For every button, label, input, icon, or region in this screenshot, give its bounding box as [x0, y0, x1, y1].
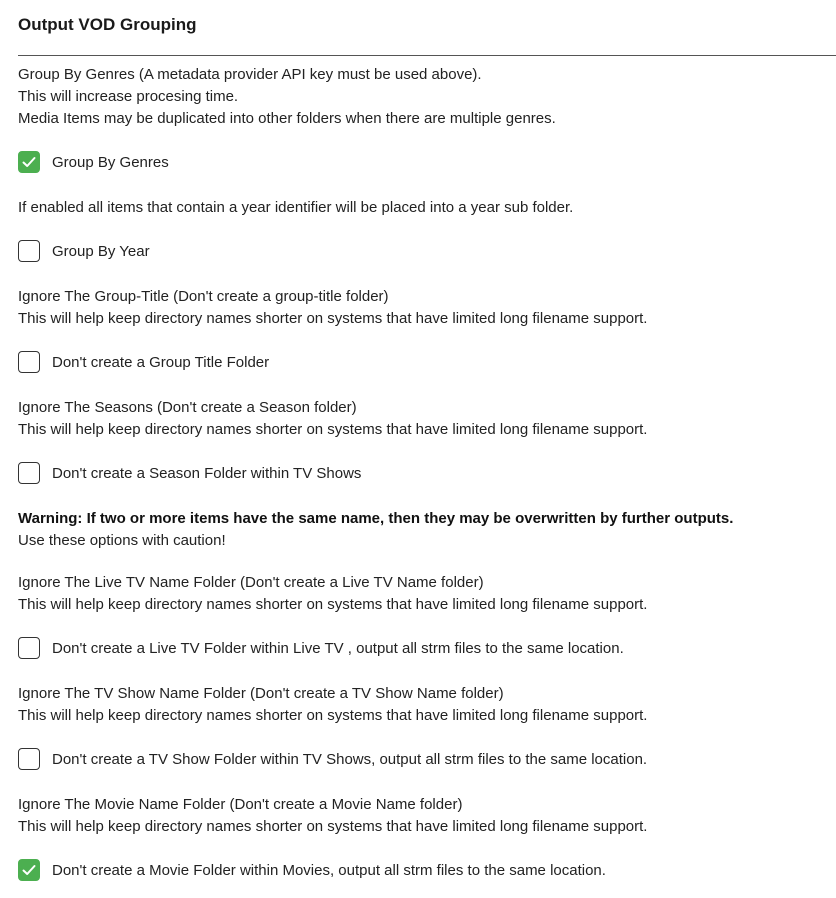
group-by-genres-label: Group By Genres: [52, 153, 169, 171]
movie-folder-checkbox[interactable]: [18, 859, 40, 881]
live-tv-desc-line-1: Ignore The Live TV Name Folder (Don't create a Live TV Name folder): [18, 574, 484, 591]
genres-desc-line-3: Media Items may be duplicated into other folders when there are multiple genres.: [18, 110, 556, 127]
group-title-folder-option[interactable]: [18, 349, 269, 375]
live-tv-folder-checkbox[interactable]: [18, 637, 40, 659]
movie-desc-line-2: This will help keep directory names shorter on systems that have limited long filename support.: [18, 818, 648, 835]
seasons-desc-line-1: Ignore The Seasons (Don't create a Season folder): [18, 399, 357, 416]
check-icon: [21, 154, 37, 170]
warning-caution-text: Use these options with caution!: [18, 532, 226, 549]
genres-desc-line-2: This will increase procesing time.: [18, 88, 239, 105]
genres-desc-line-1: Group By Genres (A metadata provider API key must be used above).: [18, 66, 482, 83]
group-by-year-label: Group By Year: [52, 242, 150, 260]
group-by-year-option[interactable]: [18, 238, 150, 264]
group-title-desc-line-1: Ignore The Group-Title (Don't create a group-title folder): [18, 288, 389, 305]
group-by-genres-option[interactable]: [18, 149, 169, 175]
check-icon: [21, 862, 37, 878]
year-description: [18, 197, 573, 219]
group-title-desc-line-2: This will help keep directory names shorter on systems that have limited long filename support.: [18, 310, 648, 327]
season-folder-label: Don't create a Season Folder within TV Shows: [52, 464, 362, 482]
year-desc-line-1: If enabled all items that contain a year identifier will be placed into a year sub folder.: [18, 199, 574, 216]
group-by-year-checkbox[interactable]: [18, 240, 40, 262]
live-tv-desc-line-2: This will help keep directory names shorter on systems that have limited long filename support.: [18, 596, 648, 613]
tv-show-desc-line-2: This will help keep directory names shorter on systems that have limited long filename support.: [18, 707, 648, 724]
section-title: Output VOD Grouping: [18, 15, 197, 34]
group-title-folder-checkbox[interactable]: [18, 351, 40, 373]
seasons-description: [18, 397, 647, 441]
season-folder-option[interactable]: [18, 460, 361, 486]
seasons-desc-line-2: This will help keep directory names shorter on systems that have limited long filename support.: [18, 421, 648, 438]
season-folder-checkbox[interactable]: [18, 462, 40, 484]
group-by-genres-checkbox[interactable]: [18, 151, 40, 173]
warning-message: [18, 508, 733, 552]
warning-bold-text: Warning: If two or more items have the same name, then they may be overwritten by further outputs.: [18, 510, 734, 527]
movie-desc-line-1: Ignore The Movie Name Folder (Don't create a Movie Name folder): [18, 796, 463, 813]
tv-show-folder-option[interactable]: [18, 746, 647, 772]
group-title-description: [18, 286, 647, 330]
tv-show-desc-line-1: Ignore The TV Show Name Folder (Don't create a TV Show Name folder): [18, 685, 504, 702]
live-tv-folder-option[interactable]: [18, 635, 624, 661]
genres-description: [18, 64, 556, 130]
tv-show-description: [18, 683, 647, 727]
tv-show-folder-checkbox[interactable]: [18, 748, 40, 770]
section-divider: [18, 55, 836, 56]
live-tv-description: [18, 572, 647, 616]
live-tv-folder-label: Don't create a Live TV Folder within Live TV , output all strm files to the same location.: [52, 639, 624, 657]
group-title-folder-label: Don't create a Group Title Folder: [52, 353, 270, 371]
movie-folder-option[interactable]: [18, 857, 606, 883]
movie-folder-label: Don't create a Movie Folder within Movies, output all strm files to the same location.: [52, 861, 606, 879]
movie-description: [18, 794, 647, 838]
tv-show-folder-label: Don't create a TV Show Folder within TV Shows, output all strm files to the same location.: [52, 750, 648, 768]
